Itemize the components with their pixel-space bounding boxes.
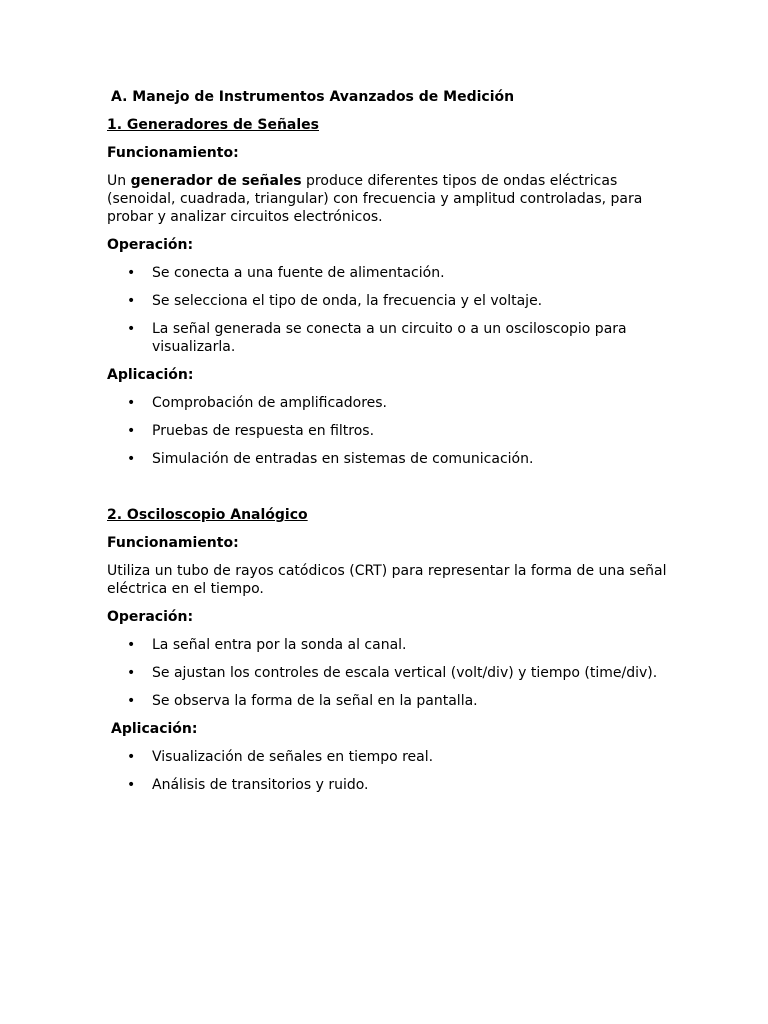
aplicacion-label: Aplicación: — [111, 721, 198, 737]
section-heading: 2. Osciloscopio Analógico — [107, 507, 308, 523]
list-item-text: La señal generada se conecta a un circuito o a un osciloscopio para visualizarla. — [152, 321, 627, 355]
aplicacion-label: Aplicación: — [107, 367, 194, 383]
bullet-icon: • — [127, 777, 136, 793]
list-item — [107, 636, 667, 654]
list-item-text: La señal entra por la sonda al canal. — [152, 637, 407, 653]
bullet-icon: • — [127, 293, 136, 309]
operacion-label: Operación: — [107, 609, 194, 625]
list-item — [107, 422, 667, 440]
aplicacion-list — [107, 748, 667, 794]
list-item-text: Se observa la forma de la señal en la pantalla. — [152, 693, 478, 709]
funcionamiento-paragraph: Utiliza un tubo de rayos catódicos (CRT) para representar la forma de una señal eléctrica en el tiempo. — [107, 563, 667, 597]
section-heading: 1. Generadores de Señales — [107, 117, 319, 133]
aplicacion-list — [107, 394, 667, 468]
bullet-icon: • — [127, 265, 136, 281]
operacion-list — [107, 636, 667, 710]
list-item-text: Visualización de señales en tiempo real. — [152, 749, 434, 765]
bullet-icon: • — [127, 749, 136, 765]
document-title: A. Manejo de Instrumentos Avanzados de Medición — [111, 89, 515, 105]
funcionamiento-label: Funcionamiento: — [107, 145, 239, 161]
list-item-text: Se conecta a una fuente de alimentación. — [152, 265, 445, 281]
bullet-icon: • — [127, 665, 136, 681]
list-item — [107, 450, 667, 468]
list-item-text: Pruebas de respuesta en filtros. — [152, 423, 375, 439]
bullet-icon: • — [127, 423, 136, 439]
list-item-text: Comprobación de amplificadores. — [152, 395, 388, 411]
funcionamiento-paragraph — [107, 172, 667, 226]
operacion-list — [107, 264, 667, 356]
list-item — [107, 692, 667, 710]
section-osciloscopio — [107, 506, 667, 794]
bullet-icon: • — [127, 321, 136, 337]
paragraph-text: Un — [107, 173, 131, 189]
bullet-icon: • — [127, 395, 136, 411]
list-item-text: Simulación de entradas en sistemas de comunicación. — [152, 451, 534, 467]
section-spacer — [107, 478, 667, 506]
list-item — [107, 664, 667, 682]
operacion-label: Operación: — [107, 237, 194, 253]
list-item — [107, 394, 667, 412]
list-item — [107, 264, 667, 282]
bullet-icon: • — [127, 637, 136, 653]
list-item — [107, 292, 667, 310]
list-item — [107, 748, 667, 766]
list-item-text: Se ajustan los controles de escala vertical (volt/div) y tiempo (time/div). — [152, 665, 658, 681]
bullet-icon: • — [127, 451, 136, 467]
list-item — [107, 320, 667, 356]
bold-term: generador de señales — [130, 173, 302, 189]
list-item — [107, 776, 667, 794]
funcionamiento-label: Funcionamiento: — [107, 535, 239, 551]
bullet-icon: • — [127, 693, 136, 709]
list-item-text: Análisis de transitorios y ruido. — [152, 777, 369, 793]
document-body — [107, 88, 667, 804]
paragraph-text: produce diferentes tipos de ondas eléctricas (senoidal, cuadrada, triangular) con frecuencia y amplitud controladas, para probar y analizar circuitos electrónicos. — [107, 173, 643, 225]
section-generadores — [107, 116, 667, 468]
list-item-text: Se selecciona el tipo de onda, la frecuencia y el voltaje. — [152, 293, 543, 309]
